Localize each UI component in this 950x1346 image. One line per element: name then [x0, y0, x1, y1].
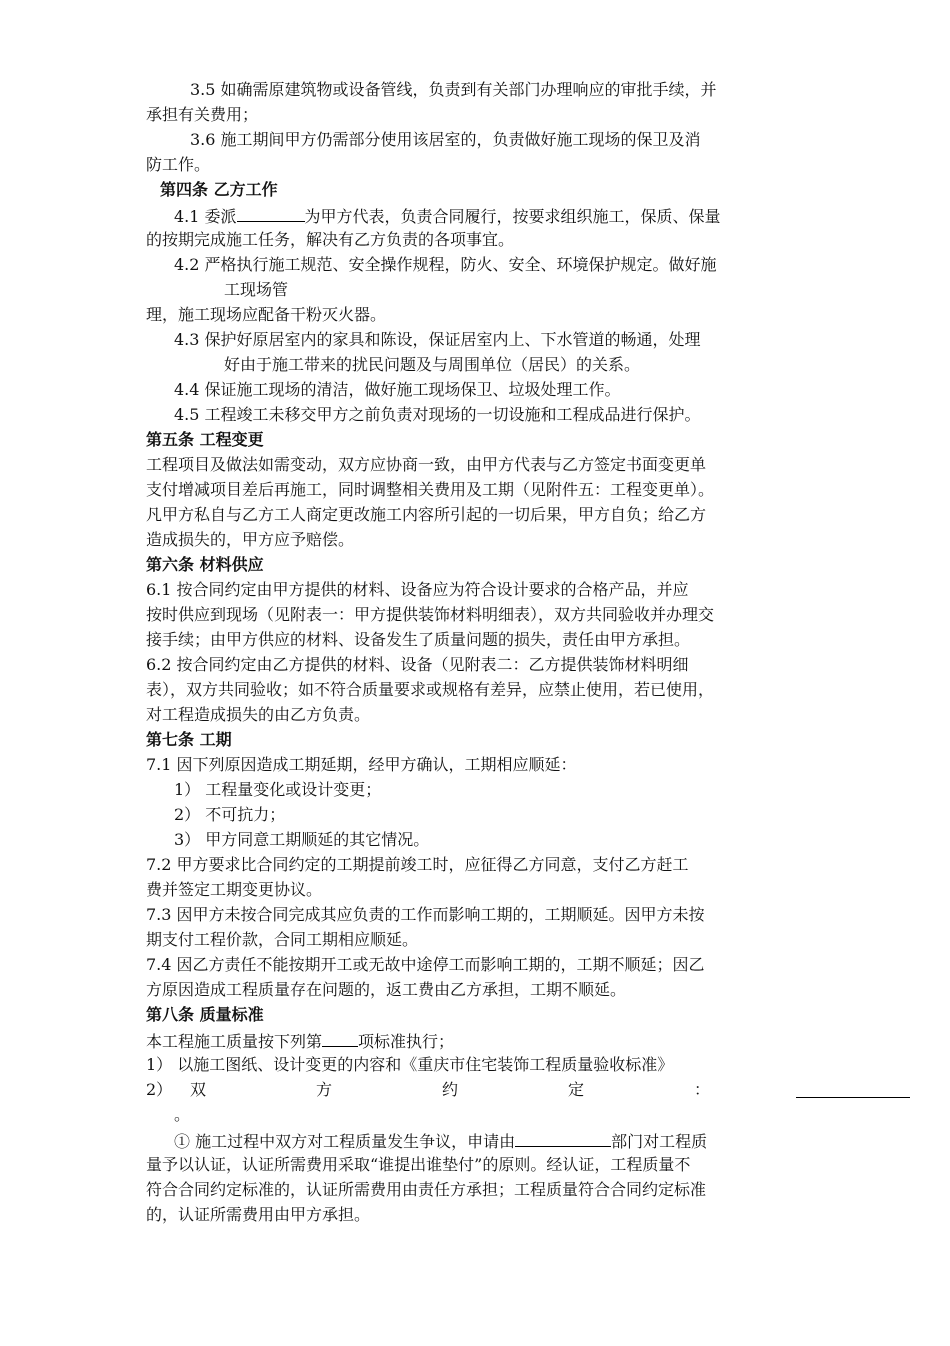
clause-7-1-item-1: 1） 工程量变化或设计变更；: [174, 780, 382, 799]
clause-7-1: 7.1 因下列原因造成工期延期，经甲方确认，工期相应顺延：: [146, 755, 577, 774]
clause-4-1-prefix: 4.1 委派: [174, 207, 237, 226]
clause-7-1-item-2: 2） 不可抗力；: [174, 805, 286, 824]
clause-7-4-line-2: 方原因造成工程质量存在问题的，返工费由乙方承担，工期不顺延。: [146, 980, 627, 999]
clause-3-6-line-2: 防工作。: [146, 155, 211, 174]
article-5-line-2: 支付增减项目差后再施工，同时调整相关费用及工期（见附件五：工程变更单）。: [146, 480, 715, 499]
dispute-line-1: [174, 1130, 707, 1152]
dispute-rest: 部门对工程质: [611, 1132, 708, 1151]
article-7-heading: 第七条 工期: [146, 730, 232, 749]
clause-6-2-line-2: 表），双方共同验收；如不符合质量要求或规格有差异，应禁止使用，若已使用，: [146, 680, 715, 699]
article-5-heading: 第五条 工程变更: [146, 430, 264, 449]
option-2-blank: [796, 1097, 910, 1098]
article-5-line-4: 造成损失的，甲方应予赔偿。: [146, 530, 355, 549]
dispute-line-4: 的，认证所需费用由甲方承担。: [146, 1205, 371, 1224]
article-8-intro-prefix: 本工程施工质量按下列第: [146, 1032, 323, 1051]
article-5-line-3: 凡甲方私自与乙方工人商定更改施工内容所引起的一切后果，甲方自负；给乙方: [146, 505, 707, 524]
clause-4-1-line-2: 的按期完成施工任务，解决有乙方负责的各项事宜。: [146, 230, 515, 249]
standard-number-blank: [322, 1030, 358, 1047]
clause-4-2-line-1: 4.2 严格执行施工规范、安全操作规程，防火、安全、环境保护规定。做好施: [174, 255, 717, 274]
clause-7-3-line-2: 期支付工程价款，合同工期相应顺延。: [146, 930, 419, 949]
clause-7-3-line-1: 7.3 因甲方未按合同完成其应负责的工作而影响工期的，工期顺延。因甲方未按: [146, 905, 705, 924]
option-2-colon: ：: [693, 1080, 710, 1099]
article-8-heading: 第八条 质量标准: [146, 1005, 264, 1024]
clause-4-2-line-3: 理，施工现场应配备干粉灭火器。: [146, 305, 387, 324]
clause-3-5-line-2: 承担有关费用；: [146, 105, 259, 124]
clause-6-1-line-3: 接手续；由甲方供应的材料、设备发生了质量问题的损失，责任由甲方承担。: [146, 630, 691, 649]
option-2-char-4: 定: [567, 1080, 584, 1099]
standard-option-1: 1） 以施工图纸、设计变更的内容和《重庆市住宅装饰工程质量验收标准》: [146, 1055, 674, 1074]
clause-3-6-line-1: 3.6 施工期间甲方仍需部分使用该居室的，负责做好施工现场的保卫及消: [190, 130, 701, 149]
article-8-intro: [146, 1030, 454, 1052]
dispute-prefix: ① 施工过程中双方对工程质量发生争议，申请由: [174, 1132, 516, 1151]
article-6-heading: 第六条 材料供应: [146, 555, 264, 574]
clause-4-4: 4.4 保证施工现场的清洁，做好施工现场保卫、垃圾处理工作。: [174, 380, 621, 399]
clause-4-1-line-1: [174, 205, 721, 227]
department-blank: [515, 1130, 611, 1147]
clause-7-2-line-2: 费并签定工期变更协议。: [146, 880, 323, 899]
option-2-char-3: 约: [441, 1080, 458, 1099]
clause-6-1-line-1: 6.1 按合同约定由甲方提供的材料、设备应为符合设计要求的合格产品，并应: [146, 580, 689, 599]
clause-7-1-item-3: 3） 甲方同意工期顺延的其它情况。: [174, 830, 430, 849]
clause-6-2-line-1: 6.2 按合同约定由乙方提供的材料、设备（见附表二：乙方提供装饰材料明细: [146, 655, 689, 674]
clause-6-2-line-3: 对工程造成损失的由乙方负责。: [146, 705, 371, 724]
clause-4-1-rest: 为甲方代表，负责合同履行，按要求组织施工，保质、保量: [304, 207, 721, 226]
clause-4-5: 4.5 工程竣工未移交甲方之前负责对现场的一切设施和工程成品进行保护。: [174, 405, 701, 424]
clause-6-1-line-2: 按时供应到现场（见附表一：甲方提供装饰材料明细表），双方共同验收并办理交: [146, 605, 715, 624]
clause-7-4-line-1: 7.4 因乙方责任不能按期开工或无故中途停工而影响工期的，工期不顺延；因乙: [146, 955, 705, 974]
article-4-heading: 第四条 乙方工作: [160, 180, 278, 199]
standard-option-2-text: [190, 1080, 710, 1100]
option-2-end-mark: 。: [174, 1105, 191, 1124]
clause-4-3-line-1: 4.3 保护好原居室内的家具和陈设，保证居室内上、下水管道的畅通，处理: [174, 330, 701, 349]
clause-4-2-line-2: 工现场管: [224, 280, 289, 299]
dispute-line-3: 符合合同约定标准的，认证所需费用由责任方承担；工程质量符合合同约定标准: [146, 1180, 707, 1199]
article-5-line-1: 工程项目及做法如需变动，双方应协商一致，由甲方代表与乙方签定书面变更单: [146, 455, 707, 474]
option-2-char-1: 双: [190, 1080, 207, 1099]
dispute-line-2: 量予以认证，认证所需费用采取“谁提出谁垫付”的原则。经认证，工程质量不: [146, 1155, 691, 1174]
clause-7-2-line-1: 7.2 甲方要求比合同约定的工期提前竣工时，应征得乙方同意，支付乙方赶工: [146, 855, 689, 874]
option-2-char-2: 方: [315, 1080, 332, 1099]
clause-4-3-line-2: 好由于施工带来的扰民问题及与周围单位（居民）的关系。: [224, 355, 641, 374]
article-8-intro-rest: 项标准执行；: [358, 1032, 455, 1051]
representative-blank: [237, 205, 305, 222]
standard-option-2-label: 2）: [146, 1080, 173, 1099]
clause-3-5-line-1: 3.5 如确需原建筑物或设备管线，负责到有关部门办理响应的审批手续，并: [190, 80, 717, 99]
